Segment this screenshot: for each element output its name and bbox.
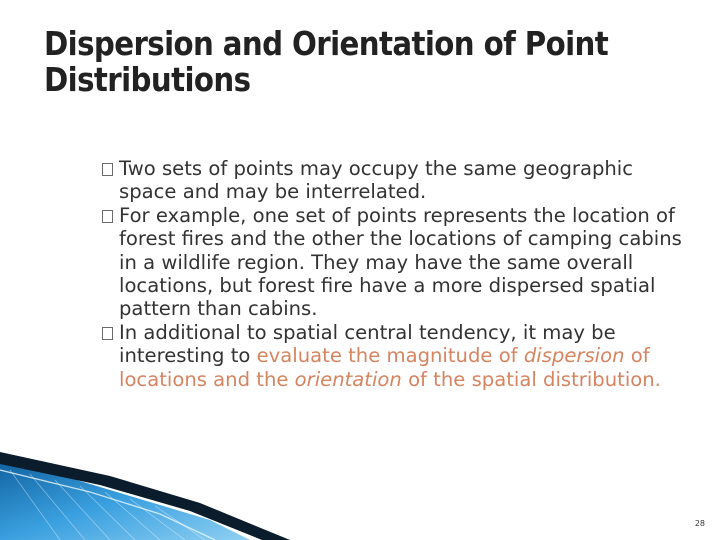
- square-bullet-icon: [102, 163, 113, 176]
- bullet-item: [102, 204, 692, 321]
- bullet-item: [102, 157, 692, 204]
- emphasis-dispersion: dispersion: [523, 344, 625, 368]
- bullet-item: [102, 321, 692, 391]
- square-bullet-icon: [102, 327, 113, 340]
- bullet-text-highlight: of the spatial distribution.: [401, 367, 661, 391]
- square-bullet-icon: [102, 210, 113, 223]
- bullet-text: For example, one set of points represents the location of forest fires and the other the locations of camping cabins in a wildlife region. They may have the same overall locations, but forest fire have a more dispersed spatial pattern than cabins.: [119, 203, 682, 321]
- slide-title: Dispersion and Orientation of Point Distributions: [44, 25, 609, 99]
- bullet-text-highlight: evaluate the magnitude of: [256, 344, 524, 368]
- bullet-text-plain: In additional to spatial central tendency, it may be interesting to: [119, 320, 616, 368]
- emphasis-orientation: orientation: [294, 367, 402, 391]
- bullet-list: [102, 157, 692, 391]
- bullet-text-highlight: of locations and the: [119, 344, 650, 391]
- bullet-text: Two sets of points may occupy the same geographic space and may be interrelated.: [119, 157, 634, 204]
- page-number: 28: [694, 519, 705, 528]
